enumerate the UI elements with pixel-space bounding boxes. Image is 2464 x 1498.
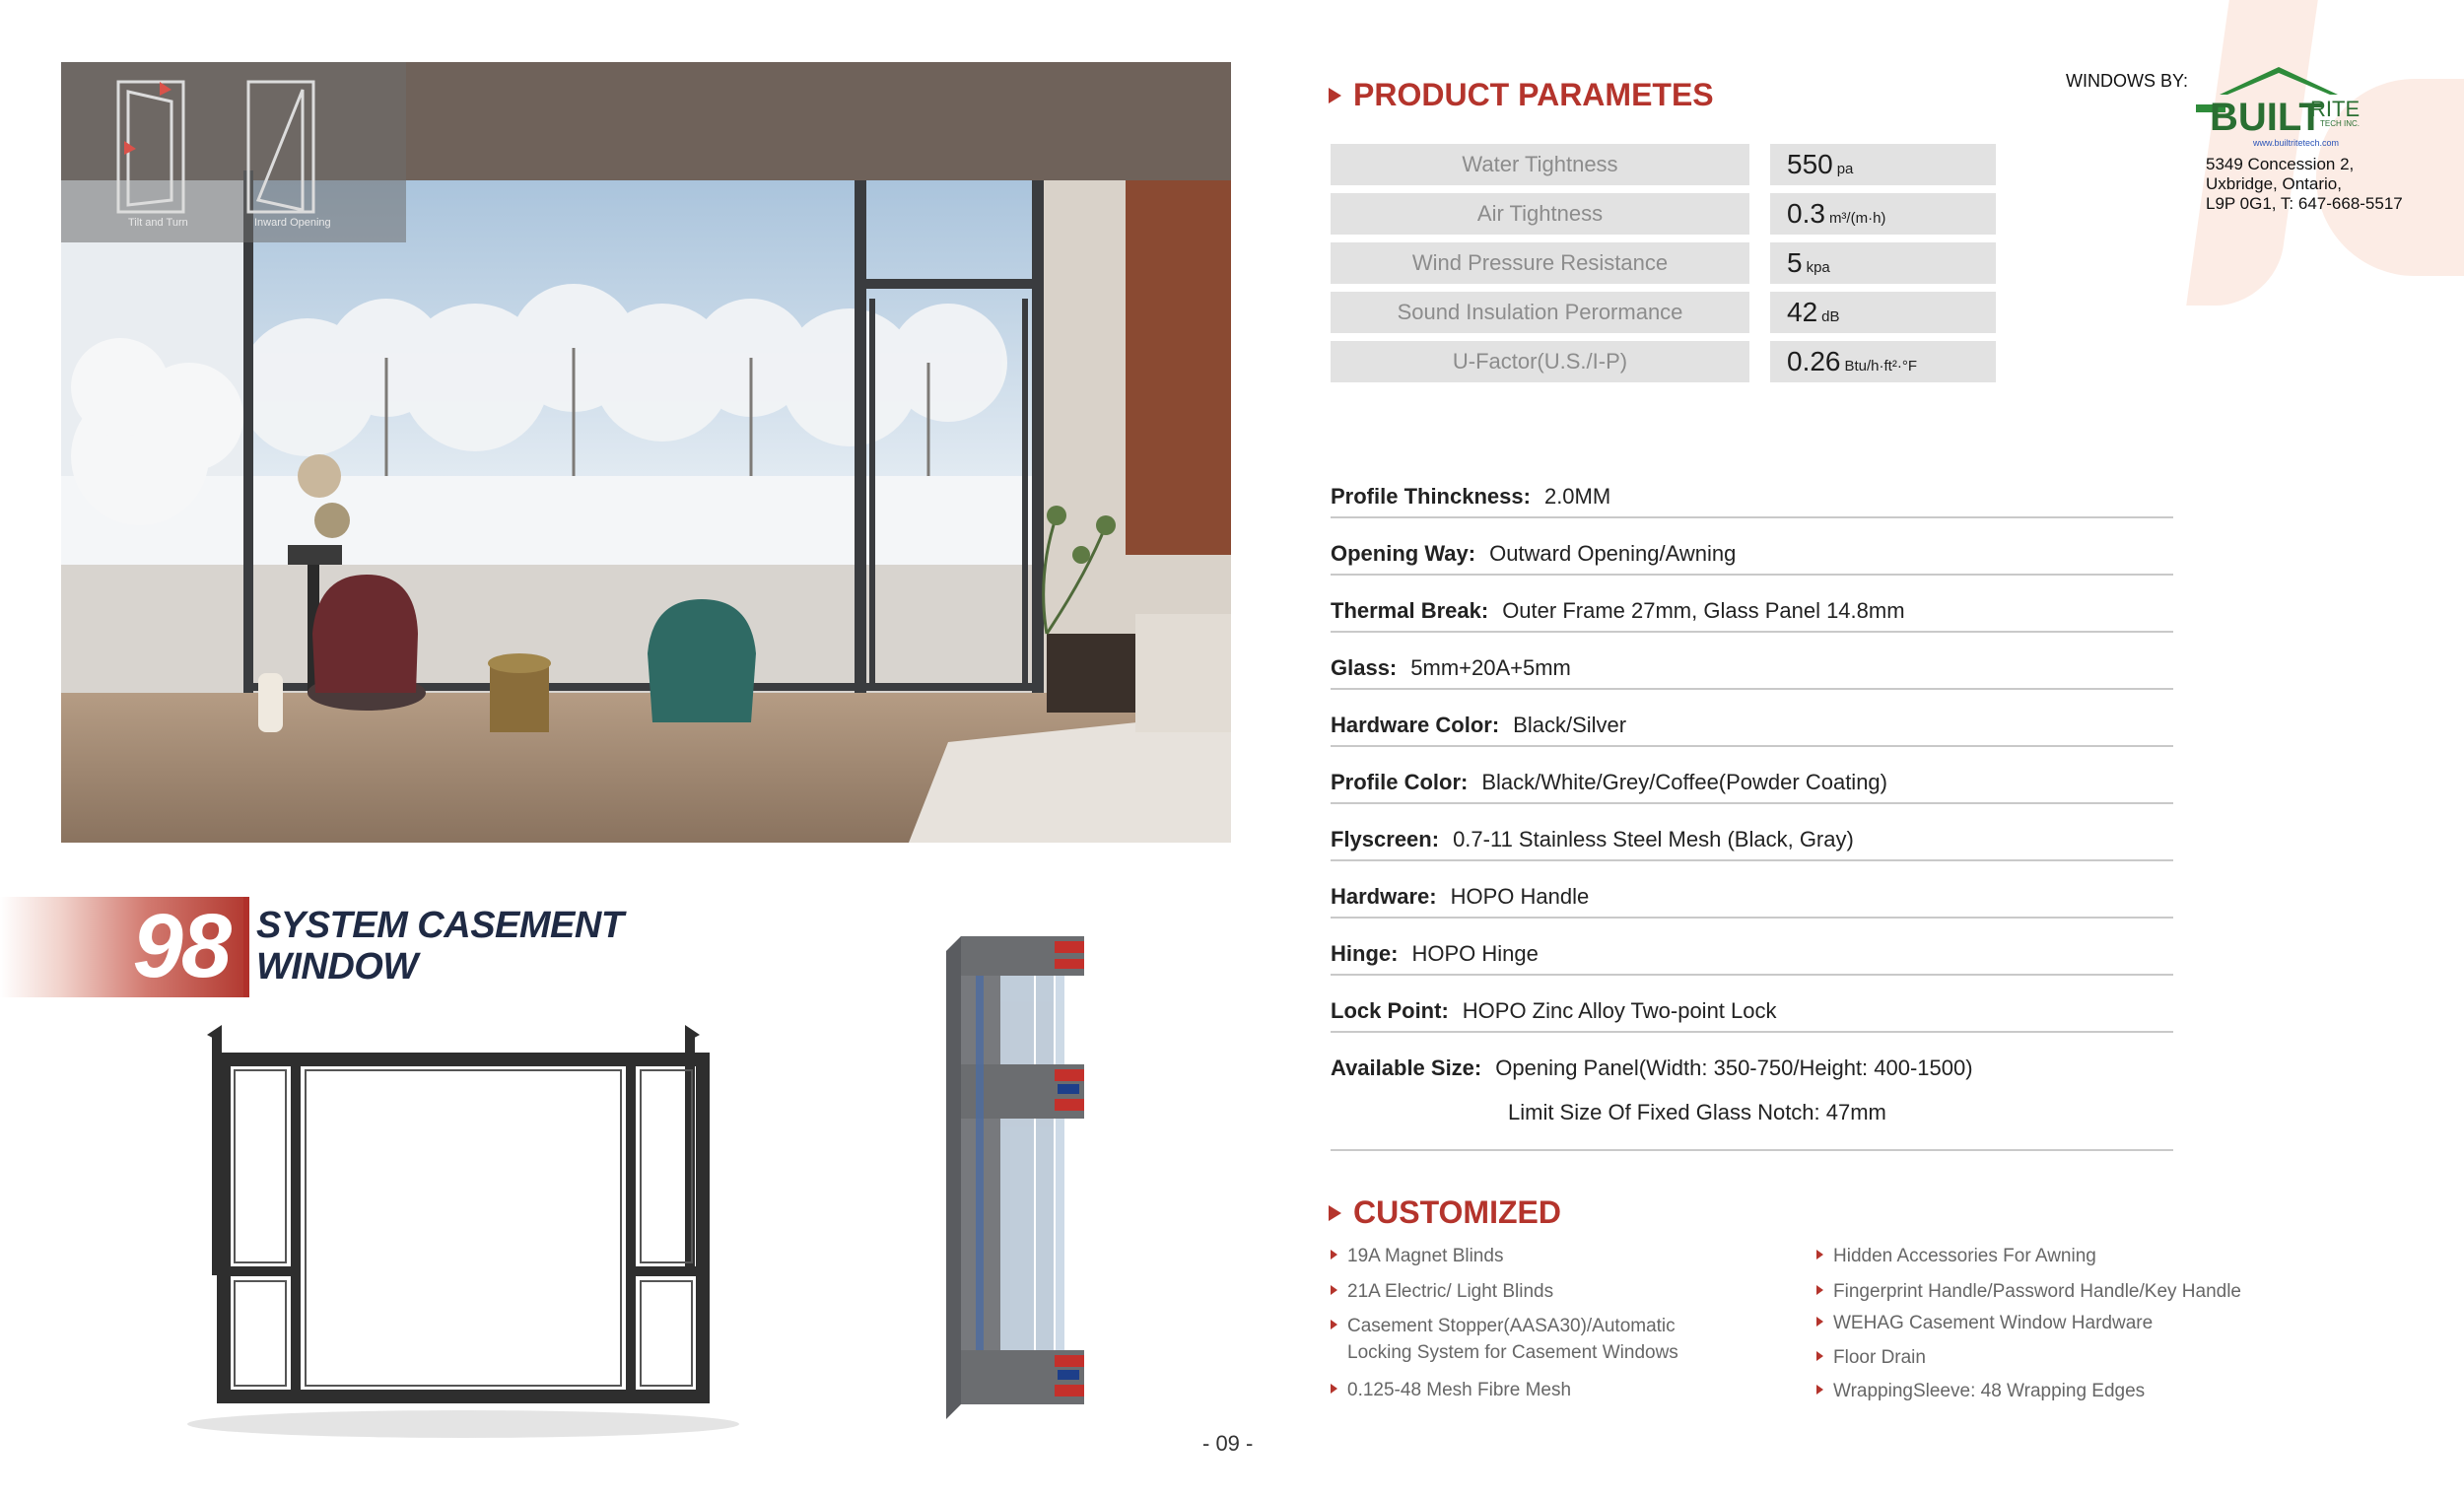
custom-item-text: Casement Stopper(AASA30)/Automatic <box>1347 1316 1676 1336</box>
spec-value: 0.7-11 Stainless Steel Mesh (Black, Gray) <box>1453 827 1854 851</box>
custom-item <box>1816 1344 1926 1371</box>
custom-item-text: Locking System for Casement Windows <box>1347 1342 1678 1363</box>
spec-value: Outward Opening/Awning <box>1489 541 1737 566</box>
logo-brand-sub: TECH INC. <box>2320 119 2360 128</box>
spec-value: HOPO Hinge <box>1411 941 1539 966</box>
param-label: Air Tightness <box>1331 193 1749 235</box>
param-label: Water Tightness <box>1331 144 1749 185</box>
interior-photo <box>61 62 1231 843</box>
product-title-line1: SYSTEM CASEMENT <box>256 905 624 946</box>
custom-item <box>1816 1243 2096 1269</box>
spec-value: 5mm+20A+5mm <box>1410 655 1571 680</box>
spec-row <box>1331 763 2173 804</box>
custom-item-text: 0.125-48 Mesh Fibre Mesh <box>1347 1380 1572 1400</box>
param-unit: pa <box>1836 161 1854 177</box>
spec-value: Black/White/Grey/Coffee(Powder Coating) <box>1481 770 1887 794</box>
spec-key: Hinge: <box>1331 941 1399 966</box>
spec-row <box>1331 477 2173 518</box>
spec-value: Opening Panel(Width: 350-750/Height: 400-1500) <box>1495 1055 1973 1080</box>
spec-extra-line: Limit Size Of Fixed Glass Notch: 47mm <box>1508 1100 1886 1124</box>
window-elevation-drawing <box>148 1025 759 1459</box>
spec-value: HOPO Zinc Alloy Two-point Lock <box>1462 998 1777 1023</box>
spec-key: Profile Thinckness: <box>1331 484 1531 509</box>
spec-key: Opening Way: <box>1331 541 1476 566</box>
bullet-icon <box>1816 1317 1823 1327</box>
param-unit: dB <box>1821 308 1840 325</box>
customized-heading-text: CUSTOMIZED <box>1353 1194 1561 1230</box>
custom-item <box>1331 1313 1676 1339</box>
bullet-icon <box>1331 1320 1337 1329</box>
bullet-icon <box>1331 1384 1337 1394</box>
spec-value: Outer Frame 27mm, Glass Panel 14.8mm <box>1502 598 1905 623</box>
icon-label-inward-opening: Inward Opening <box>254 217 331 229</box>
param-value: 0.3 <box>1787 198 1825 229</box>
dealer-label: WINDOWS BY: <box>2066 71 2189 91</box>
logo-brand-main: BUILT <box>2210 96 2323 139</box>
spec-row <box>1331 820 2173 861</box>
param-label: Wind Pressure Resistance <box>1331 242 1749 284</box>
logo-website: www.builtritetech.com <box>2253 138 2340 148</box>
spec-value: Black/Silver <box>1513 713 1627 737</box>
param-row-sound <box>1331 292 1996 333</box>
spec-key: Available Size: <box>1331 1055 1482 1080</box>
logo-roof-icon <box>2220 67 2338 95</box>
custom-item <box>1331 1243 1503 1269</box>
tilt-turn-icons <box>61 62 406 242</box>
bullet-icon <box>1816 1385 1823 1395</box>
spec-key: Thermal Break: <box>1331 598 1489 623</box>
spec-row <box>1331 934 2173 976</box>
param-row-ufactor <box>1331 341 1996 382</box>
bullet-icon <box>1816 1250 1823 1260</box>
custom-item <box>1331 1278 1553 1305</box>
spec-key: Lock Point: <box>1331 998 1449 1023</box>
spec-key: Hardware: <box>1331 884 1437 909</box>
band-edge <box>243 897 249 997</box>
product-title-line2: WINDOW <box>256 946 418 987</box>
custom-item-continued <box>1347 1339 1678 1366</box>
spec-row <box>1331 534 2173 576</box>
spec-row <box>1331 591 2173 633</box>
param-row-wind <box>1331 242 1996 284</box>
bullet-icon <box>1331 1285 1337 1295</box>
heading-triangle-icon <box>1329 88 1341 103</box>
spec-row <box>1331 706 2173 747</box>
customized-heading <box>1329 1194 1561 1231</box>
spec-value: HOPO Handle <box>1450 884 1590 909</box>
custom-item <box>1816 1378 2145 1404</box>
product-number: 98 <box>132 896 230 996</box>
custom-item-text: WrappingSleeve: 48 Wrapping Edges <box>1833 1381 2146 1401</box>
spec-value: 2.0MM <box>1543 484 1611 509</box>
spec-row <box>1331 877 2173 919</box>
param-value: 0.26 <box>1787 346 1841 376</box>
product-number-band <box>0 897 243 997</box>
param-value: 5 <box>1787 247 1803 278</box>
parameters-heading-text: PRODUCT PARAMETES <box>1353 77 1714 112</box>
param-unit: Btu/h·ft²·°F <box>1844 358 1918 374</box>
spec-row <box>1331 991 2173 1033</box>
param-label: U-Factor(U.S./I-P) <box>1331 341 1749 382</box>
spec-key: Profile Color: <box>1331 770 1469 794</box>
param-value: 42 <box>1787 297 1818 327</box>
spec-key: Glass: <box>1331 655 1398 680</box>
logo-brand-rite: RITE <box>2310 97 2361 121</box>
param-value-cell <box>1770 144 1996 185</box>
custom-item <box>1816 1310 2153 1336</box>
custom-item-text: Floor Drain <box>1833 1347 1926 1368</box>
custom-item-text: WEHAG Casement Window Hardware <box>1833 1313 2154 1333</box>
dealer-address-3: L9P 0G1, T: 647-668-5517 <box>2206 194 2403 213</box>
bullet-icon <box>1816 1285 1823 1295</box>
profile-section-drawing <box>941 931 1109 1419</box>
custom-item <box>1816 1278 2241 1305</box>
param-unit: kpa <box>1806 259 1830 276</box>
custom-item-text: Fingerprint Handle/Password Handle/Key Handle <box>1833 1281 2242 1302</box>
icon-label-tilt-turn: Tilt and Turn <box>128 217 188 229</box>
dealer-address-1: 5349 Concession 2, <box>2206 155 2355 173</box>
param-unit: m³/(m·h) <box>1828 210 1886 227</box>
param-value-cell <box>1770 341 1996 382</box>
bullet-icon <box>1331 1250 1337 1260</box>
builtrite-logo <box>2190 65 2367 154</box>
custom-item-text: Hidden Accessories For Awning <box>1833 1246 2096 1266</box>
param-value: 550 <box>1787 149 1833 179</box>
page-number: - 09 - <box>1202 1431 1254 1456</box>
dealer-address-2: Uxbridge, Ontario, <box>2206 174 2342 193</box>
spec-key: Flyscreen: <box>1331 827 1440 851</box>
opening-icons-panel <box>61 62 406 242</box>
param-row-water <box>1331 144 1996 185</box>
param-value-cell <box>1770 292 1996 333</box>
custom-item-text: 21A Electric/ Light Blinds <box>1347 1281 1554 1302</box>
spec-row <box>1331 648 2173 690</box>
param-label: Sound Insulation Perormance <box>1331 292 1749 333</box>
param-value-cell <box>1770 193 1996 235</box>
bullet-icon <box>1816 1351 1823 1361</box>
custom-item-text: 19A Magnet Blinds <box>1347 1246 1504 1266</box>
custom-item <box>1331 1377 1571 1403</box>
param-row-air <box>1331 193 1996 235</box>
parameters-heading <box>1329 77 1714 113</box>
param-value-cell <box>1770 242 1996 284</box>
heading-triangle-icon <box>1329 1205 1341 1221</box>
spec-key: Hardware Color: <box>1331 713 1500 737</box>
